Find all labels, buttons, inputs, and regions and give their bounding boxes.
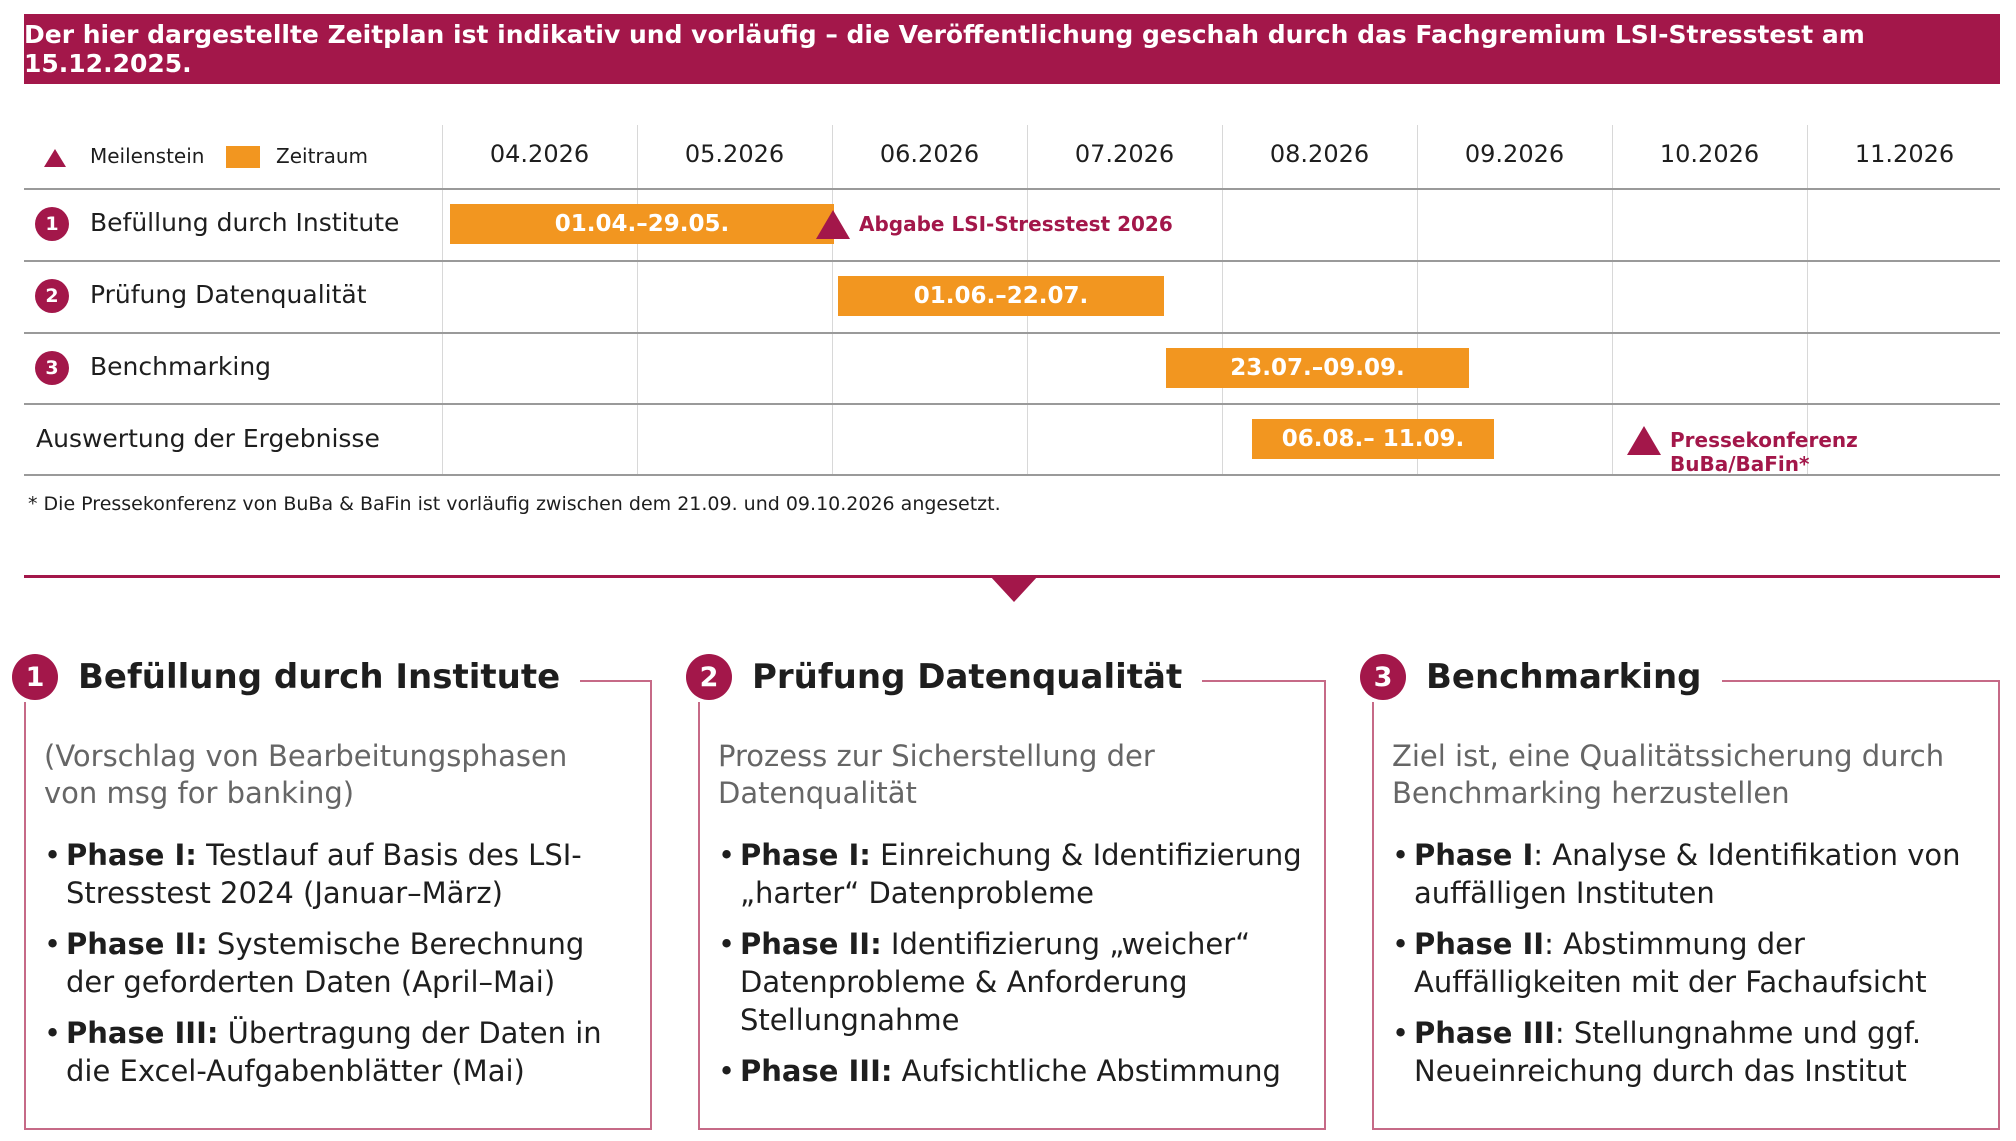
chevron-down-icon — [990, 576, 1038, 602]
row-number-badge: 3 — [35, 351, 69, 385]
grid-line — [442, 125, 443, 476]
grid-line — [1222, 125, 1223, 476]
box-title: Prüfung Datenqualität — [752, 657, 1183, 697]
row-number-badge: 1 — [35, 207, 69, 241]
month-header: 07.2026 — [1074, 140, 1175, 168]
row-label: Prüfung Datenqualität — [90, 280, 367, 309]
milestone-label: Pressekonferenz BuBa/BaFin* — [1670, 428, 1858, 476]
row-label: Befüllung durch Institute — [90, 208, 400, 237]
month-header: 09.2026 — [1464, 140, 1565, 168]
list-item: • Phase I: Testlauf auf Basis des LSI-Stresstest 2024 (Januar–März) — [44, 836, 640, 912]
row-divider — [24, 260, 2000, 262]
list-item: • Phase III: Aufsichtliche Abstimmung — [718, 1052, 1314, 1090]
period-bar: 06.08.– 11.09. — [1252, 419, 1494, 459]
list-item: • Phase II: Abstimmung der Auffälligkeiten mit der Fachaufsicht — [1392, 925, 1988, 1001]
phase-box-1 — [24, 680, 652, 1130]
box-subtitle: Ziel ist, eine Qualitätssicherung durch Benchmarking herzustellen — [1392, 739, 1945, 810]
footnote: * Die Pressekonferenz von BuBa & BaFin ist vorläufig zwischen dem 21.09. und 09.10.2026 angesetzt. — [28, 493, 1001, 515]
month-header: 10.2026 — [1659, 140, 1760, 168]
milestone-legend-icon — [44, 149, 66, 167]
phase-box-3 — [1372, 680, 2000, 1130]
row-divider — [24, 332, 2000, 334]
row-label: Auswertung der Ergebnisse — [36, 424, 380, 453]
month-header: 06.2026 — [879, 140, 980, 168]
legend-milestone-label: Meilenstein — [90, 144, 205, 168]
period-bar: 23.07.–09.09. — [1166, 348, 1469, 388]
milestone-triangle-icon — [816, 210, 850, 239]
month-header: 04.2026 — [489, 140, 590, 168]
month-header: 11.2026 — [1854, 140, 1955, 168]
box-header — [1360, 652, 1722, 702]
phase-list — [718, 836, 1314, 1103]
box-subtitle: Prozess zur Sicherstellung der Datenqualität — [718, 739, 1155, 810]
timeline-gantt — [24, 122, 2000, 476]
disclaimer-banner: Der hier dargestellte Zeitplan ist indikativ und vorläufig – die Veröffentlichung geschah durch das Fachgremium LSI-Stresstest am 15.12.2025. — [24, 14, 2000, 84]
box-subtitle: (Vorschlag von Bearbeitungsphasen von msg for banking) — [44, 739, 568, 810]
list-item: • Phase I: Analyse & Identifikation von auffälligen Instituten — [1392, 836, 1988, 912]
grid-line — [832, 125, 833, 476]
period-bar: 01.04.–29.05. — [450, 204, 834, 244]
list-item: • Phase I: Einreichung & Identifizierung „harter“ Datenprobleme — [718, 836, 1314, 912]
box-title: Benchmarking — [1426, 657, 1702, 697]
phase-list — [1392, 836, 1988, 1103]
row-label: Benchmarking — [90, 352, 272, 381]
period-bar: 01.06.–22.07. — [838, 276, 1164, 316]
grid-line — [637, 125, 638, 476]
list-item: • Phase III: Stellungnahme und ggf. Neueinreichung durch das Institut — [1392, 1014, 1988, 1090]
milestone-label: Abgabe LSI-Stresstest 2026 — [859, 212, 1173, 236]
phase-list — [44, 836, 640, 1103]
list-item: • Phase III: Übertragung der Daten in die Excel-Aufgabenblätter (Mai) — [44, 1014, 640, 1090]
row-divider — [24, 403, 2000, 405]
box-title: Befüllung durch Institute — [78, 657, 561, 697]
list-item: • Phase II: Systemische Berechnung der geforderten Daten (April–Mai) — [44, 925, 640, 1001]
grid-line — [1807, 125, 1808, 476]
row-divider — [24, 188, 2000, 190]
legend-period-label: Zeitraum — [276, 144, 369, 168]
grid-line — [1612, 125, 1613, 476]
box-number-badge: 2 — [686, 654, 732, 700]
box-number-badge: 1 — [12, 654, 58, 700]
month-header: 05.2026 — [684, 140, 785, 168]
phase-box-2 — [698, 680, 1326, 1130]
month-header: 08.2026 — [1269, 140, 1370, 168]
row-number-badge: 2 — [35, 279, 69, 313]
box-header — [12, 652, 580, 702]
box-number-badge: 3 — [1360, 654, 1406, 700]
period-legend-swatch — [226, 146, 260, 168]
milestone-triangle-icon — [1627, 426, 1661, 455]
box-header — [686, 652, 1202, 702]
list-item: • Phase II: Identifizierung „weicher“ Datenprobleme & Anforderung Stellungnahme — [718, 925, 1314, 1039]
